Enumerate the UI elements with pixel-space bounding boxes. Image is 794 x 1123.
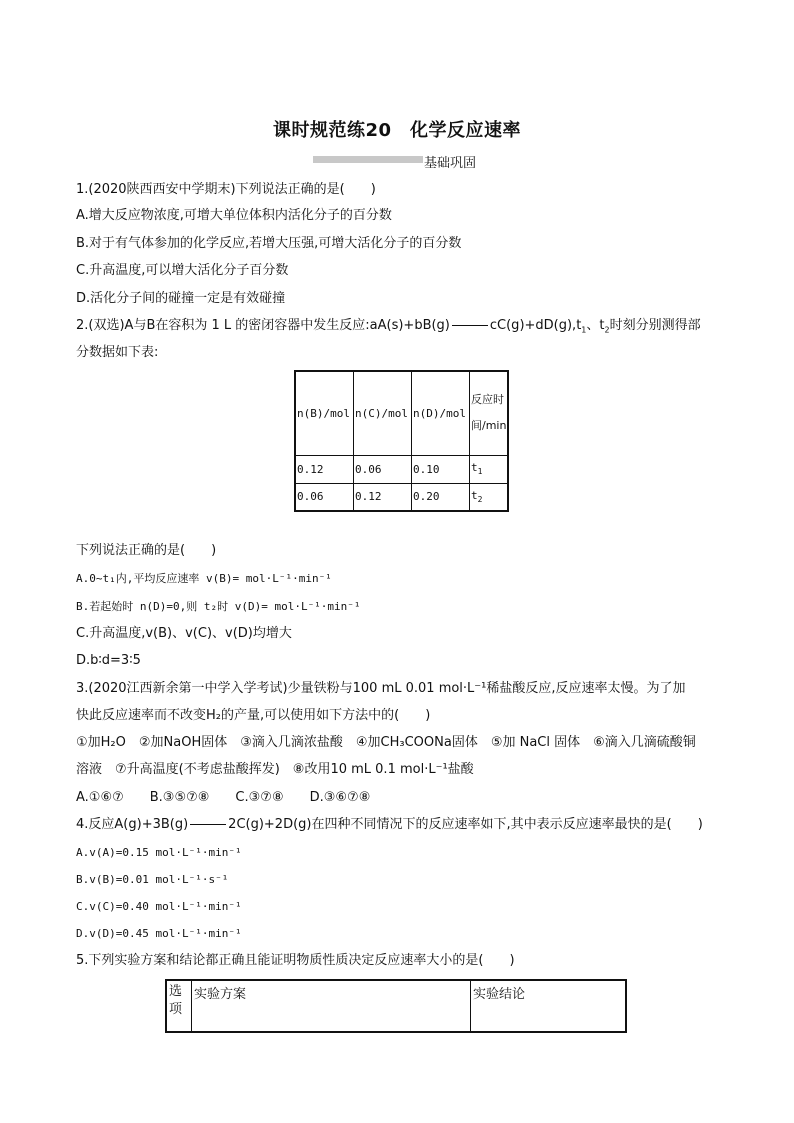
q2-sub-2: 2 xyxy=(604,325,610,335)
table-header: 反应时间/min xyxy=(470,371,509,455)
table-row xyxy=(295,483,508,511)
q1-option-d: D.活化分子间的碰撞一定是有效碰撞 xyxy=(76,291,286,306)
q3-list-2: 溶液 ⑦升高温度(不考虑盐酸挥发) ⑧改用10 mL 0.1 mol·L⁻¹盐酸 xyxy=(76,762,474,777)
q2-data-table xyxy=(294,370,509,512)
table-header: 实验结论 xyxy=(471,980,627,1032)
table-header: n(C)/mol xyxy=(354,371,412,455)
table-cell: $t_1$ xyxy=(470,455,509,483)
q2-stem-2: 分数据如下表: xyxy=(76,345,159,360)
q5-stem: 5.下列实验方案和结论都正确且能证明物质性质决定反应速率大小的是( ) xyxy=(76,953,515,968)
q2-option-a: A.0~t₁内,平均反应速率 v(B)= mol·L⁻¹·min⁻¹ xyxy=(76,572,332,585)
q2-ask: 下列说法正确的是( ) xyxy=(76,543,217,558)
table-cell: 0.12 xyxy=(295,455,354,483)
table-cell: 0.06 xyxy=(354,455,412,483)
table-cell: 0.20 xyxy=(412,483,470,511)
section-bar xyxy=(313,156,423,163)
page-title: 课时规范练20 化学反应速率 xyxy=(272,120,522,141)
table-header: n(B)/mol xyxy=(295,371,354,455)
q2-stem xyxy=(76,318,701,339)
q2-option-c: C.升高温度,v(B)、v(C)、v(D)均增大 xyxy=(76,626,292,641)
q1-option-c: C.升高温度,可以增大活化分子百分数 xyxy=(76,263,289,278)
q2-option-d: D.b∶d=3∶5 xyxy=(76,653,141,668)
q3-stem-2: 快此反应速率而不改变H₂的产量,可以使用如下方法中的( ) xyxy=(76,708,431,723)
q2-stem-part-d: 时刻分别测得部 xyxy=(609,318,701,333)
q3-stem-1: 3.(2020江西新余第一中学入学考试)少量铁粉与100 mL 0.01 mol·L⁻¹稀盐酸反应,反应速率太慢。为了加 xyxy=(76,681,686,696)
table-header: 实验方案 xyxy=(192,980,471,1032)
table-cell: 0.12 xyxy=(354,483,412,511)
table-header: 选项 xyxy=(166,980,192,1032)
q3-list-1: ①加H₂O ②加NaOH固体 ③滴入几滴浓盐酸 ④加CH₃COONa固体 ⑤加 NaCl 固体 ⑥滴入几滴硫酸铜 xyxy=(76,735,696,750)
equilibrium-arrow xyxy=(452,325,488,326)
q3-choices: A.①⑥⑦ B.③⑤⑦⑧ C.③⑦⑧ D.③⑥⑦⑧ xyxy=(76,790,371,805)
q4-option-a: A.v(A)=0.15 mol·L⁻¹·min⁻¹ xyxy=(76,846,242,859)
q4-option-c: C.v(C)=0.40 mol·L⁻¹·min⁻¹ xyxy=(76,900,242,913)
q4-option-d: D.v(D)=0.45 mol·L⁻¹·min⁻¹ xyxy=(76,927,242,940)
q2-option-b: B.若起始时 n(D)=0,则 t₂时 v(D)= mol·L⁻¹·min⁻¹ xyxy=(76,600,361,613)
q1-option-a: A.增大反应物浓度,可增大单位体积内活化分子的百分数 xyxy=(76,208,392,223)
q1-stem: 1.(2020陕西西安中学期末)下列说法正确的是( ) xyxy=(76,182,376,197)
q4-stem-part-b: 2C(g)+2D(g)在四种不同情况下的反应速率如下,其中表示反应速率最快的是( ) xyxy=(228,817,703,832)
table-cell: 0.10 xyxy=(412,455,470,483)
equilibrium-arrow xyxy=(190,824,226,825)
table-row xyxy=(295,455,508,483)
q2-stem-part-b: cC(g)+dD(g),t xyxy=(489,318,582,333)
q4-stem-part-a: 4.反应A(g)+3B(g) xyxy=(76,817,189,832)
q2-stem-part-c: 、t xyxy=(586,318,605,333)
q5-table xyxy=(165,979,627,1033)
q1-option-b: B.对于有气体参加的化学反应,若增大压强,可增大活化分子的百分数 xyxy=(76,236,462,251)
q4-stem xyxy=(76,817,703,833)
table-cell: $t_2$ xyxy=(470,483,509,511)
q4-option-b: B.v(B)=0.01 mol·L⁻¹·s⁻¹ xyxy=(76,873,229,886)
section-heading: 基础巩固 xyxy=(424,156,477,171)
table-cell: 0.06 xyxy=(295,483,354,511)
q2-sub-1: 1 xyxy=(581,325,587,335)
q2-stem-part-a: 2.(双选)A与B在容积为 1 L 的密闭容器中发生反应:aA(s)+bB(g) xyxy=(76,318,450,333)
table-header: n(D)/mol xyxy=(412,371,470,455)
